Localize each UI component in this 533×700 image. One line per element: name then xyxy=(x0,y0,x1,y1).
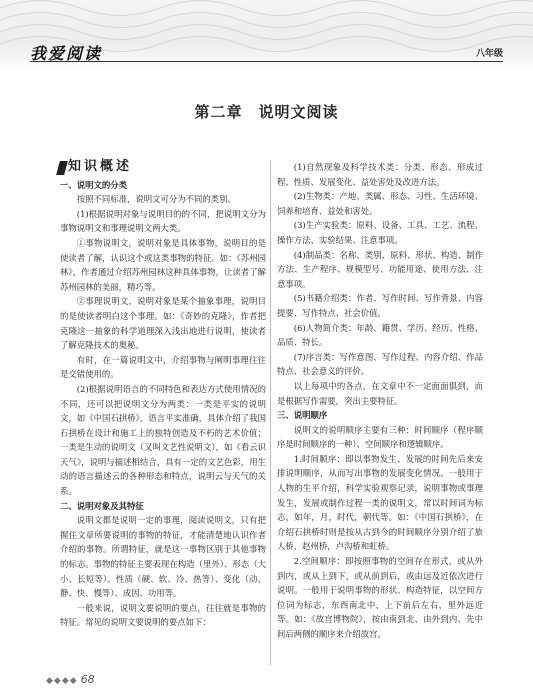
right-column xyxy=(277,160,483,642)
paragraph: 2.空间顺序：即按照事物的空间存在形式，或从外到内，或从上到下，或从前到后，或由远及近依次进行说明。一般用于说明事物的形状、构造特征，以空间方位词为标志，东西南北中，上下前后左右，里外远近等。如：《故宫博物院》，按由南到北、由外到内、先中间后两侧的顺序来介绍故宫。 xyxy=(277,556,483,639)
paragraph: ②事理说明文，说明对象是某个抽象事理，说明目的是使读者明白这个事理。如：《奇妙的克隆》，作者把克隆这一抽象的科学道理深入浅出地进行说明，使读者了解克隆技术的奥秘。 xyxy=(60,296,266,351)
paragraph: (2)生物类：产地、类属、形态、习性、生活环境、饲养和培育、益处和害处。 xyxy=(277,191,483,216)
paragraph: 一般来说，说明文要说明的要点，往往就是事物的特征。常见的说明文要说明的要点如下： xyxy=(60,602,266,628)
paragraph: 1.时间顺序：即以事物发生、发展的时间先后来安排说明顺序，从而写出事物的发展变化情况。一般用于人物的生平介绍，科学实验观察记录，说明事物或事理发生，发展或制作过程一类的说明文，常以时间词为标志，如年，月，时代，朝代等。如：《中国石拱桥》，在介绍石拱桥时则是按从古到今的时间顺序分别介绍了旅人桥，赵州桥，卢沟桥和虹桥。 xyxy=(277,453,483,552)
section-heading-order: 三、说明顺序 xyxy=(277,410,328,421)
knowledge-overview-heading: 知识概述 xyxy=(60,160,266,175)
page-footer xyxy=(46,673,95,686)
page-number: 68 xyxy=(80,673,95,686)
paragraph: 以上每项中的各点，在文章中不一定面面俱到，而是根据写作需要，突出主要特征。 xyxy=(277,380,483,406)
series-logo: 我爱阅读 xyxy=(30,44,103,63)
paragraph: 说明文都是说明一定的事理，阅读说明文，只有把握住文章所要说明的事物的特征，才能清楚地认识作者介绍的事物。所谓特征，就是这一事物区别于其他事物的标志。事物的特征主要表现在构造（里外）、形态（大小、长短等）、性质（硬、软、冷、热等）、变化（动、静、快、慢等）、成因、功用等。 xyxy=(60,515,266,599)
paragraph: 说明文的说明顺序主要有三种：时间顺序（程序顺序是时间顺序的一种）、空间顺序和逻辑顺序。 xyxy=(277,424,483,450)
paragraph: (3)生产实验类：原料、设备、工具、工艺、流程、操作方法、实验结果、注意事项。 xyxy=(277,220,483,245)
grade-label: 八年级 xyxy=(475,49,503,59)
paragraph: 按照不同标准，说明文可分为不同的类别。 xyxy=(76,194,236,205)
section-heading-classification: 一、说明文的分类 xyxy=(60,179,127,190)
paragraph: ①事物说明文，说明对象是具体事物，说明目的是使读者了解，认识这个或这类事物的特征。如：《苏州园林》，作者通过介绍苏州园林这种具体事物，让读者了解苏州园林的美丽，精巧等。 xyxy=(60,237,266,292)
paragraph: (6)人物简介类：年龄、籍贯、学历、经历、性格、品质、特长。 xyxy=(277,322,483,348)
paragraph: (5)书籍介绍类：作者、写作时间、写作背景、内容提要、写作特点、社会价值。 xyxy=(277,293,483,318)
diamond-ornament: ◆◆◆◆ xyxy=(46,676,78,686)
column-divider xyxy=(270,160,271,665)
paragraph: 有时，在一篇说明文中，介绍事物与阐明事理往往是交错使用的。 xyxy=(60,354,266,380)
left-column xyxy=(60,160,266,630)
paragraph: (1)自然现象及科学技术类：分类、形态、形成过程、性质、发展变化、益处害处及改进方法。 xyxy=(277,162,483,187)
header-rule xyxy=(30,61,503,62)
paragraph: (1)根据说明对象与说明目的的不同，把说明文分为事物说明文和事理说明文两大类。 xyxy=(60,208,266,234)
paragraph: (7)序言类：写作意图、写作过程、内容介绍、作品特点、社会意义的评价。 xyxy=(277,351,483,377)
paragraph: (2)根据说明语言的不同特色和表达方式使用情况的不同，还可以把说明文分为两类：一类是平实的说明文，如《中国石拱桥》，语言平实准确，具体介绍了我国石拱桥在设计和施工上的独特创造及不朽的艺术价值；一类是生动的说明文（又叫文艺性说明文），如《看云识天气》，说明与描述相结合，具有一定的文艺色彩，用生动的语言描述云的各种形态和特点，说明云与天气的关系。 xyxy=(60,383,266,497)
paragraph: (4)制品类：名称、类别、原料、形状、构造、制作方法、生产程序、规模型号、功能用途、使用方法、注意事项。 xyxy=(277,249,483,289)
section-heading-object: 二、说明对象及其特征 xyxy=(60,500,144,511)
chapter-title: 第二章 说明文阅读 xyxy=(194,103,339,121)
